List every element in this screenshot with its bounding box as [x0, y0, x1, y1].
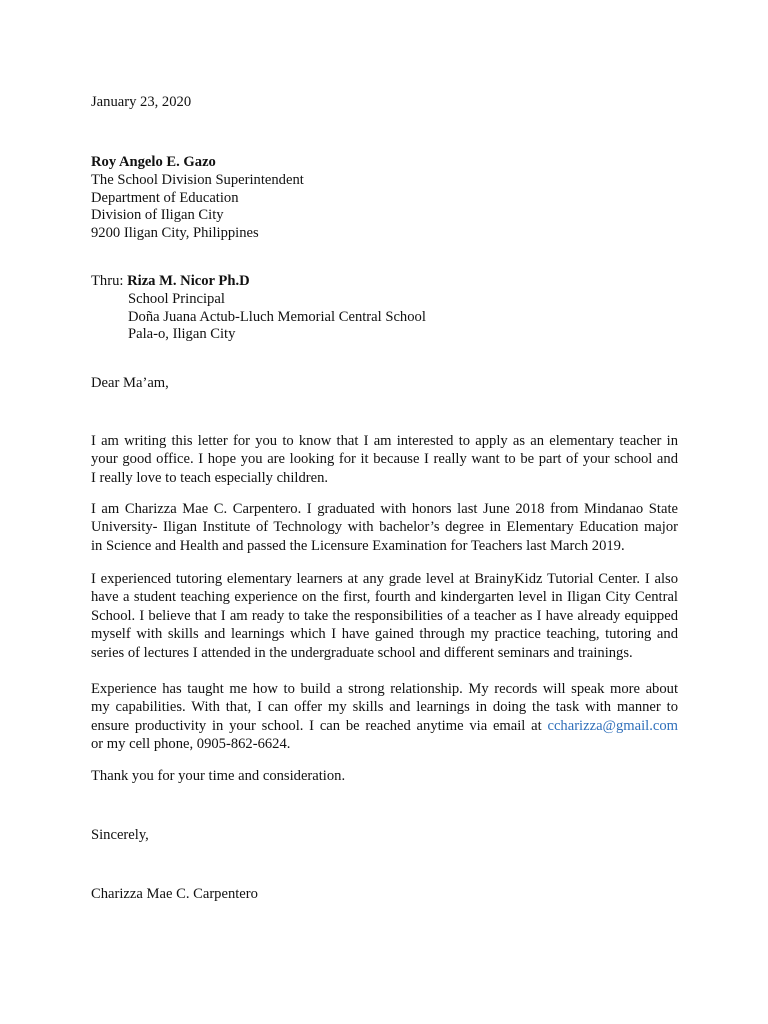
paragraph-line: I am Charizza Mae C. Carpentero. I graduated with honors last June 2018 from Mindanao State	[91, 501, 678, 517]
paragraph-background	[91, 500, 678, 555]
paragraph-experience	[91, 570, 678, 662]
recipient-title: The School Division Superintendent	[91, 172, 304, 188]
letter-date: January 23, 2020	[91, 94, 192, 110]
email-prefix-text: ensure productivity in your school. I can be reached anytime via email at	[91, 717, 548, 734]
thru-title: School Principal	[128, 291, 225, 307]
paragraph-line: or my cell phone, 0905-862-6624.	[91, 736, 291, 753]
paragraph-line: have a student teaching experience on the first, fourth and kindergarten level in Iligan City Central	[91, 589, 678, 606]
thru-address: Pala-o, Iligan City	[128, 326, 236, 342]
closing: Sincerely,	[91, 827, 149, 843]
paragraph-line: series of lectures I attended in the undergraduate school and different seminars and trainings.	[91, 644, 633, 661]
salutation: Dear Ma’am,	[91, 375, 169, 391]
recipient-address: 9200 Iligan City, Philippines	[91, 225, 259, 241]
paragraph-line: I am writing this letter for you to know that I am interested to apply as an elementary teacher in	[91, 433, 678, 449]
paragraph-line: in Science and Health and passed the Licensure Examination for Teachers last March 2019.	[91, 537, 625, 554]
paragraph-line: I experienced tutoring elementary learners at any grade level at BrainyKidz Tutorial Center. I also	[91, 571, 678, 587]
paragraph-line: School. I believe that I am ready to take the responsibilities of a teacher as I have already equipped	[91, 607, 678, 624]
thru-line	[91, 272, 250, 290]
thanks-line: Thank you for your time and consideration.	[91, 768, 346, 784]
paragraph-line: University- Iligan Institute of Technology with bachelor’s degree in Elementary Education major	[91, 519, 678, 536]
thru-name: Riza M. Nicor Ph.D	[127, 273, 250, 289]
recipient-name: Roy Angelo E. Gazo	[91, 154, 216, 170]
paragraph-intent	[91, 432, 678, 487]
email-link[interactable]: ccharizza@gmail.com	[547, 717, 678, 734]
paragraph-line-email	[91, 717, 678, 735]
paragraph-contact	[91, 680, 678, 754]
paragraph-line: myself with skills and learnings which I have gained through my practice teaching, tutoring and	[91, 626, 678, 643]
thru-label: Thru:	[91, 273, 124, 289]
signature-name: Charizza Mae C. Carpentero	[91, 886, 258, 902]
paragraph-line: your good office. I hope you are looking for it because I really want to be part of your school and	[91, 451, 678, 468]
paragraph-line: Experience has taught me how to build a strong relationship. My records will speak more about	[91, 681, 678, 697]
thru-school: Doña Juana Actub-Lluch Memorial Central School	[128, 309, 426, 325]
paragraph-line: my capabilities. With that, I can offer my skills and learnings in doing the task with manner to	[91, 699, 678, 716]
recipient-division: Division of Iligan City	[91, 207, 224, 223]
paragraph-line: I really love to teach especially children.	[91, 469, 329, 486]
recipient-department: Department of Education	[91, 190, 239, 206]
